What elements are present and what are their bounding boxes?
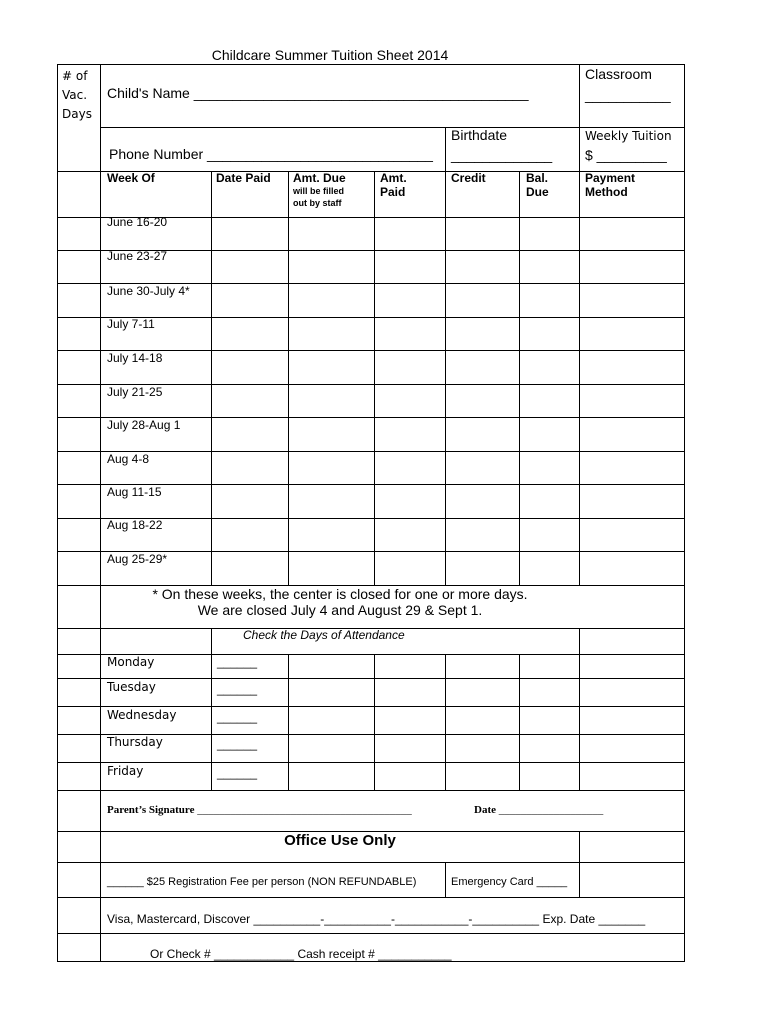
day-checkbox-blank[interactable]: ______ [217, 655, 258, 669]
column-divider [445, 654, 446, 790]
week-row-label: Aug 11-15 [107, 485, 162, 499]
col-amt-due: Amt. Due [293, 171, 346, 185]
day-label: Friday [107, 764, 144, 778]
emergency-card-field[interactable]: Emergency Card _____ [451, 876, 568, 888]
check-cash-field[interactable]: Or Check # ____________ Cash receipt # ___________ [150, 947, 452, 961]
week-row-label: June 23-27 [107, 249, 168, 263]
parent-signature-field[interactable] [107, 804, 412, 816]
birthdate-field[interactable]: _____________ [451, 147, 553, 163]
day-label: Wednesday [107, 708, 177, 722]
week-row-label: July 28-Aug 1 [107, 418, 181, 432]
week-row-label: July 14-18 [107, 351, 163, 365]
column-divider [445, 171, 446, 585]
column-divider [211, 628, 212, 790]
col-date-paid: Date Paid [216, 171, 271, 185]
vac-days-label: # of Vac. Days [62, 69, 92, 121]
week-row-label: June 30-July 4* [107, 284, 190, 298]
amt-due-note: will be filled out by staff [293, 186, 345, 208]
column-divider [579, 628, 580, 790]
week-row-label: Aug 4-8 [107, 452, 150, 466]
phone-field[interactable]: Phone Number _____________________________ [109, 146, 433, 162]
row-divider [58, 933, 684, 934]
day-checkbox-blank[interactable]: ______ [217, 682, 258, 696]
closure-note: * On these weeks, the center is closed for one or more days. We are closed July 4 and August 29 & Sept 1. [152, 586, 528, 618]
week-row-label: Aug 18-22 [107, 518, 163, 532]
signature-date-field[interactable] [474, 804, 603, 816]
week-row-label: July 21-25 [107, 385, 163, 399]
weekly-tuition-label: Weekly Tuition [585, 129, 672, 143]
signature-date-blank[interactable]: ___________________ [498, 804, 604, 816]
parent-signature-label: Parent’s Signature [107, 804, 195, 816]
week-row-label: July 7-11 [107, 317, 155, 331]
row-divider [58, 451, 684, 452]
column-divider [579, 171, 580, 585]
parent-signature-blank[interactable]: _______________________________________ [197, 804, 412, 816]
birthdate-label: Birthdate [451, 127, 508, 143]
column-divider [288, 171, 289, 585]
attendance-label: Check the Days of Attendance [243, 628, 405, 642]
col-credit: Credit [451, 171, 486, 185]
classroom-label: Classroom [585, 66, 652, 82]
day-checkbox-blank[interactable]: ______ [217, 737, 258, 751]
day-checkbox-blank[interactable]: ______ [217, 766, 258, 780]
row-divider [58, 678, 684, 679]
row-divider [58, 762, 684, 763]
row-divider [58, 706, 684, 707]
childs-name-field[interactable]: Child's Name ___________________________________________ [107, 85, 529, 101]
row-divider [58, 897, 684, 898]
column-divider [445, 862, 446, 897]
column-divider [374, 654, 375, 790]
row-divider [58, 862, 684, 863]
col-bal-due: Bal. Due [526, 171, 549, 199]
column-divider [100, 65, 101, 962]
signature-date-label: Date [474, 804, 496, 816]
col-amt-paid: Amt. Paid [380, 171, 407, 199]
card-payment-field[interactable]: Visa, Mastercard, Discover __________-__________-___________-__________ Exp. Date _______ [107, 912, 646, 926]
classroom-field[interactable]: ___________ [585, 87, 671, 103]
weekly-tuition-field[interactable]: $ _________ [585, 147, 667, 163]
day-checkbox-blank[interactable]: ______ [217, 710, 258, 724]
sheet-title: Childcare Summer Tuition Sheet 2014 [211, 47, 449, 63]
registration-fee-field[interactable]: ______ $25 Registration Fee per person (NON REFUNDABLE) [107, 876, 417, 888]
col-payment-method: Payment Method [585, 171, 636, 199]
day-label: Monday [107, 655, 155, 669]
week-row-label: Aug 25-29* [107, 552, 168, 566]
day-label: Tuesday [107, 680, 156, 694]
column-divider [374, 171, 375, 585]
column-divider [211, 171, 212, 585]
office-use-heading: Office Use Only [284, 832, 396, 849]
row-divider [100, 127, 684, 128]
row-divider [58, 790, 684, 791]
column-divider [288, 654, 289, 790]
day-label: Thursday [107, 735, 163, 749]
column-divider [519, 654, 520, 790]
column-divider [519, 171, 520, 585]
col-week-of: Week Of [107, 171, 155, 185]
week-row-label: June 16-20 [107, 215, 168, 229]
